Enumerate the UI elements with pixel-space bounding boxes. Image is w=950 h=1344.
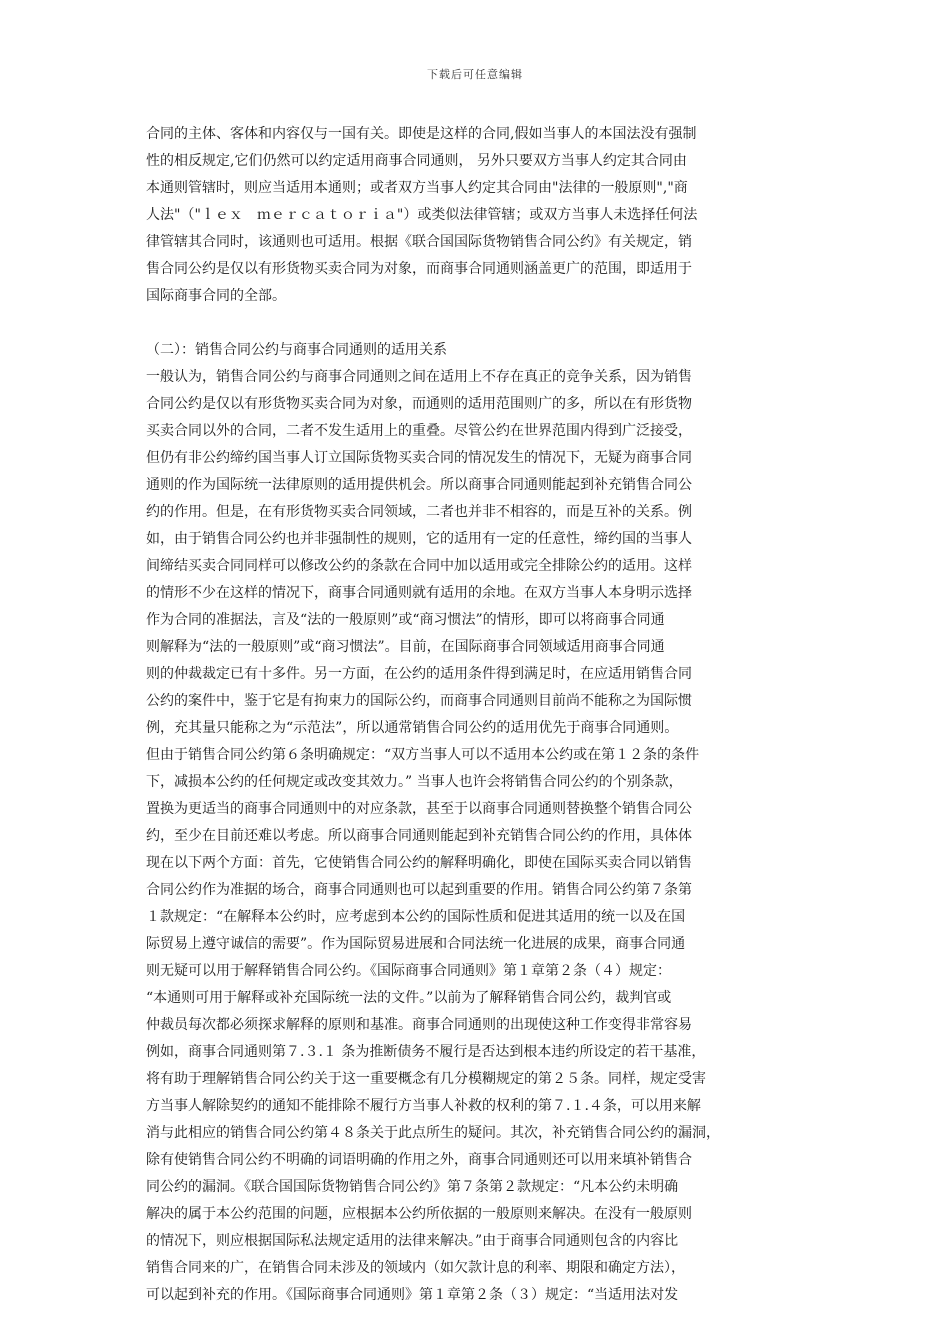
text-line: 则解释为“法的一般原则”或“商习惯法”。目前，在国际商事合同领域适用商事合同通 [146,639,665,655]
page-header: 下载后可任意编辑 [427,68,523,81]
text-line: 销售合同来的广，在销售合同未涉及的领域内（如欠款计息的利率、期限和确定方法）， [146,1260,685,1276]
text-line: 的情形不少在这样的情况下，商事合同通则就有适用的余地。在双方当事人本身明示选择 [146,585,692,601]
text-line: 则的仲裁裁定已有十多件。另一方面，在公约的适用条件得到满足时，在应适用销售合同 [146,666,692,682]
text-line: 将有助于理解销售合同公约关于这一重要概念有几分模糊规定的第２５条。同样，规定受害 [146,1071,706,1087]
paragraph-2 [146,364,808,1309]
text-line: 则无疑可以用于解释销售合同公约。《国际商事合同通则》第１章第２条（４）规定： [146,963,671,979]
section-heading: （二）：销售合同公约与商事合同通则的适用关系 [146,342,447,358]
text-line: 例，充其量只能称之为“示范法”，所以通常销售合同公约的适用优先于商事合同通则。 [146,720,679,736]
text-line: “本通则可用于解释或补充国际统一法的文件。”以前为了解释销售合同公约，裁判官或 [146,990,672,1006]
text-line: 解决的属于本公约范围的问题，应根据本公约所依据的一般原则来解决。在没有一般原则 [146,1206,692,1222]
text-line: 合同的主体、客体和内容仅与一国有关。即使是这样的合同,假如当事人的本国法没有强制 [146,126,697,142]
document-body [146,121,808,1309]
text-line: 可以起到补充的作用。《国际商事合同通则》第１章第２条（３）规定：“当适用法对发 [146,1287,679,1303]
text-line: 人法"（"ｌｅｘ ｍｅｒｃａｔｏｒｉａ"）或类似法律管辖；或双方当事人未选择任何法 [146,207,698,223]
text-line: 售合同公约是仅以有形货物买卖合同为对象，而商事合同通则涵盖更广的范围，即适用于 [146,261,692,277]
text-line: 本通则管辖时，则应当适用本通则；或者双方当事人约定其合同由"法律的一般原则","商 [146,180,688,196]
paragraph-1 [146,121,808,310]
text-line: 公约的案件中，鉴于它是有拘束力的国际公约，而商事合同通则目前尚不能称之为国际惯 [146,693,692,709]
text-line: 仲裁员每次都必须探求解释的原则和基准。商事合同通则的出现使这种工作变得非常容易 [146,1017,692,1033]
text-line: 同公约的漏洞。《联合国国际货物销售合同公约》第７条第２款规定：“凡本公约未明确 [146,1179,679,1195]
text-line: 合同公约作为准据的场合，商事合同通则也可以起到重要的作用。销售合同公约第７条第 [146,882,692,898]
text-line: 消与此相应的销售合同公约第４８条关于此点所生的疑问。其次，补充销售合同公约的漏洞， [146,1125,720,1141]
text-line: 通则的作为国际统一法律原则的适用提供机会。所以商事合同通则能起到补充销售合同公 [146,477,692,493]
text-line: 方当事人解除契约的通知不能排除不履行方当事人补救的权利的第７.１.４条，可以用来解 [146,1098,701,1114]
text-line: 买卖合同以外的合同，二者不发生适用上的重叠。尽管公约在世界范围内得到广泛接受， [146,423,692,439]
text-line: 间缔结买卖合同同样可以修改公约的条款在合同中加以适用或完全排除公约的适用。这样 [146,558,692,574]
text-line: 国际商事合同的全部。 [146,288,286,304]
text-line: 律管辖其合同时，该通则也可适用。根据《联合国国际货物销售合同公约》有关规定，销 [146,234,692,250]
text-line: 性的相反规定,它们仍然可以约定适用商事合同通则， 另外只要双方当事人约定其合同由 [146,153,687,169]
text-line: 如，由于销售合同公约也并非强制性的规则，它的适用有一定的任意性，缔约国的当事人 [146,531,692,547]
text-line: 现在以下两个方面：首先，它使销售合同公约的解释明确化，即使在国际买卖合同以销售 [146,855,692,871]
text-line: 除有使销售合同公约不明确的词语明确的作用之外，商事合同通则还可以用来填补销售合 [146,1152,692,1168]
text-line: 但由于销售合同公约第６条明确规定：“双方当事人可以不适用本公约或在第１２条的条件 [146,747,700,763]
text-line: 例如，商事合同通则第７.３.１ 条为推断债务不履行是否达到根本违约所设定的若干基准， [146,1044,706,1060]
text-line: 际贸易上遵守诚信的需要”。作为国际贸易进展和合同法统一化进展的成果，商事合同通 [146,936,686,952]
text-line: 置换为更适当的商事合同通则中的对应条款，甚至于以商事合同通则替换整个销售合同公 [146,801,692,817]
text-line: 下，减损本公约的任何规定或改变其效力。” 当事人也许会将销售合同公约的个别条款， [146,774,683,790]
text-line: 一般认为，销售合同公约与商事合同通则之间在适用上不存在真正的竞争关系，因为销售 [146,369,692,385]
text-line: 合同公约是仅以有形货物买卖合同为对象，而通则的适用范围则广的多，所以在有形货物 [146,396,692,412]
text-line: 约，至少在目前还难以考虑。所以商事合同通则能起到补充销售合同公约的作用，具体体 [146,828,692,844]
text-line: 作为合同的准据法，言及“法的一般原则”或“商习惯法”的情形，即可以将商事合同通 [146,612,665,628]
text-line: １款规定：“在解释本公约时，应考虑到本公约的国际性质和促进其适用的统一以及在国 [146,909,686,925]
paragraph-gap [146,310,808,337]
text-line: 约的作用。但是，在有形货物买卖合同领域，二者也并非不相容的，而是互补的关系。例 [146,504,692,520]
text-line: 的情况下，则应根据国际私法规定适用的法律来解决。”由于商事合同通则包含的内容比 [146,1233,679,1249]
text-line: 但仍有非公约缔约国当事人订立国际货物买卖合同的情况发生的情况下，无疑为商事合同 [146,450,692,466]
